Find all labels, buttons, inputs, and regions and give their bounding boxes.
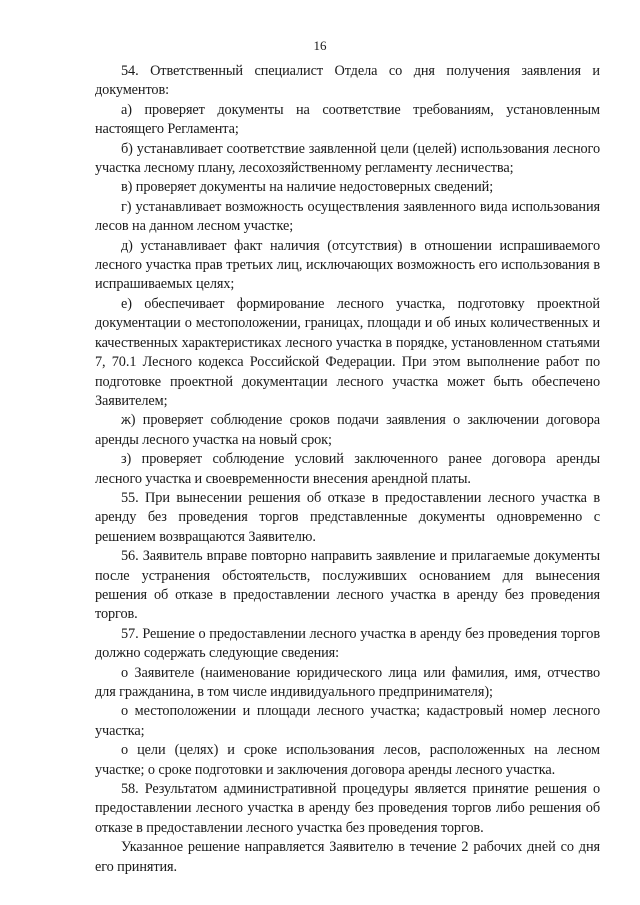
item-e: е) обеспечивает формирование лесного участка, подготовку проектной документации о местоположении, границах, площади и об иных количественных и качественных характеристиках лесного участка в порядке, установленном статьями 7, 70.1 Лесного кодекса Российской Федерации. При этом выполнение работ по подготовке проектной документации лесного участка может быть обеспечено Заявителем; [95, 295, 600, 409]
item-location: о местоположении и площади лесного участка; кадастровый номер лесного участка; [95, 703, 600, 739]
paragraph-final: Указанное решение направляется Заявителю в течение 2 рабочих дней со дня его принятия. [95, 839, 600, 875]
item-g: г) устанавливает возможность осуществления заявленного вида использования лесов на данном лесном участке; [95, 198, 600, 235]
item-b: б) устанавливает соответствие заявленной цели (целей) использования лесного участка лесному плану, лесохозяйственному регламенту лесничества; [95, 140, 600, 177]
paragraph-58: 58. Результатом административной процедуры является принятие решения о предоставлении лесного участка в аренду без проведения торгов либо решения об отказе в предоставлении лесного участка без проведения торгов. [95, 781, 600, 836]
item-v: в) проверяет документы на наличие недостоверных сведений; [121, 179, 494, 196]
paragraph-54: 54. Ответственный специалист Отдела со дня получения заявления и документов: [95, 63, 600, 99]
item-purpose: о цели (целях) и сроке использования лесов, расположенных на лесном участке; о сроке подготовки и заключения договора аренды лесного участка. [95, 742, 600, 778]
paragraph-55: 55. При вынесении решения об отказе в предоставлении лесного участка в аренду без проведения торгов представленные документы одновременно с решением возвращаются Заявителю. [95, 489, 600, 545]
item-zh: ж) проверяет соблюдение сроков подачи заявления о заключении договора аренды лесного участка на новый срок; [95, 412, 600, 448]
page-number: 16 [313, 38, 327, 53]
document-body [95, 62, 600, 877]
item-z: з) проверяет соблюдение условий заключенного ранее договора аренды лесного участка и своевременности внесения арендной платы. [95, 451, 600, 487]
item-a: а) проверяет документы на соответствие требованиям, установленным настоящего Регламента; [95, 101, 600, 138]
item-applicant: о Заявителе (наименование юридического лица или фамилия, имя, отчество для гражданина, в том числе индивидуального предпринимателя); [95, 664, 600, 700]
item-d: д) устанавливает факт наличия (отсутствия) в отношении испрашиваемого лесного участка прав третьих лиц, исключающих возможность его использования в испрашиваемых целях; [95, 237, 600, 293]
paragraph-57: 57. Решение о предоставлении лесного участка в аренду без проведения торгов должно содержать следующие сведения: [95, 625, 600, 662]
paragraph-56: 56. Заявитель вправе повторно направить заявление и прилагаемые документы после устранения обстоятельств, послуживших основанием для вынесения решения об отказе в предоставлении лесного участка в аренду без проведения торгов. [95, 548, 600, 623]
